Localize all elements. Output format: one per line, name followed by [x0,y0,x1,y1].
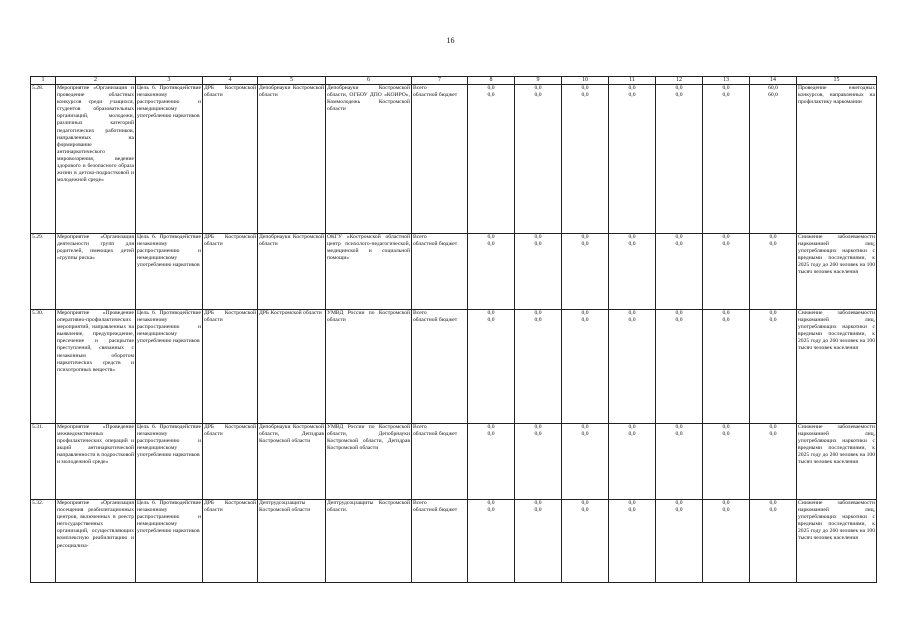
table-row [31,85,877,234]
result-cell: Снижение заболеваемости наркоманией лиц, употребляющих наркотики с вредными последствиями, к 2025 году до 260 человек на 100 тысяч человек населения [797,424,877,500]
value-cell [750,85,797,234]
value-cell [703,500,750,583]
value-cell [515,85,562,234]
column-header: 10 [562,77,609,85]
value-total: 0,0 [628,500,636,506]
column-header: 4 [203,77,258,85]
source-budget: областной бюджет [413,507,458,514]
column-header: 1 [31,77,56,85]
table-row [31,234,877,310]
participants-cell: ОКГУ «Костромской областной центр психолого-педагогической, медицинской и социальной помощи» [326,234,412,310]
value-budget: 0,0 [628,431,636,438]
value-total: 60,0 [768,85,778,91]
column-header: 6 [326,77,412,85]
page-number: 16 [446,36,455,45]
source-budget: областной бюджет [413,92,458,99]
column-header: 2 [56,77,136,85]
value-total: 0,0 [675,500,683,506]
value-cell [703,424,750,500]
table-row [31,424,877,500]
column-header: 7 [412,77,468,85]
executor-cell: Депобрнауки Костромской области [258,234,326,310]
column-header: 13 [703,77,750,85]
row-number: 5.29. [31,234,56,310]
value-budget: 0,0 [722,507,730,514]
value-cell [750,234,797,310]
event-cell: Мероприятие «Организация и проведение областных конкурсов среди учащихся, студентов образовательных организаций, молодежи, различных категорий педагогических работников, направленных на формирование антинаркотического мировоззрения, ведение здорового и безопасного образа жизни в детско-подростковой и молодежной среде» [56,85,136,234]
program-table [30,76,877,583]
result-cell: Снижение заболеваемости наркоманией лиц, употребляющих наркотики с вредными последствиями, к 2025 году до 260 человек на 100 тысяч человек населения [797,500,877,583]
value-total: 0,0 [722,310,730,316]
executor-cell: Депобрнауки Костромской области [258,85,326,234]
value-budget: 0,0 [581,507,589,514]
value-total: 0,0 [581,85,589,91]
value-total: 0,0 [722,424,730,430]
executor-cell: ДРБ Костромской области [258,310,326,424]
value-total: 0,0 [628,310,636,316]
value-budget: 0,0 [534,431,542,438]
value-total: 0,0 [769,500,777,506]
value-budget: 0,0 [581,92,589,99]
coordinator-cell: ДРБ Костромской области [203,500,258,583]
goal-cell: Цель 6. Противодействие незаконному распространению и немедицинскому употреблению наркотиков [136,234,203,310]
executor-cell: Депобрнауки Костромской области, Депздрав Костромской области [258,424,326,500]
column-header: 5 [258,77,326,85]
value-budget: 0,0 [675,431,683,438]
value-cell [703,85,750,234]
goal-cell: Цель 6. Противодействие незаконному распространению и немедицинскому употреблению наркотиков [136,500,203,583]
column-header: 14 [750,77,797,85]
value-budget: 0,0 [487,507,495,514]
value-budget: 0,0 [487,241,495,248]
value-total: 0,0 [534,500,542,506]
participants-cell: Дептрудсоцзащиты Костромской области. [326,500,412,583]
participants-cell: Депобрнауки Костромской области, ОГБОУ ДПО «КОИРО», Коммолодежь Костромской области [326,85,412,234]
value-cell [609,234,656,310]
value-cell [468,310,515,424]
source-cell [412,500,468,583]
value-cell [609,85,656,234]
column-header: 8 [468,77,515,85]
value-cell [562,500,609,583]
value-cell [609,500,656,583]
value-cell [468,85,515,234]
column-header: 15 [797,77,877,85]
value-budget: 0,0 [628,507,636,514]
source-budget: областной бюджет [413,431,458,438]
value-budget: 0,0 [628,317,636,324]
value-budget: 0,0 [534,317,542,324]
value-cell [609,310,656,424]
value-total: 0,0 [722,234,730,240]
value-budget: 0,0 [534,92,542,99]
value-cell [703,310,750,424]
coordinator-cell: ДРБ Костромской области [203,424,258,500]
source-cell [412,85,468,234]
coordinator-cell: ДРБ Костромской области [203,85,258,234]
value-budget: 0,0 [675,92,683,99]
value-total: 0,0 [769,310,777,316]
source-cell [412,310,468,424]
value-budget: 0,0 [628,92,636,99]
event-cell: Мероприятие «Проведение оперативно-профилактических мероприятий, направленных на выявление, предупреждение, пресечение и раскрытие преступлений, связанных с незаконным оборотом наркотических средств и психотропных веществ» [56,310,136,424]
value-budget: 0,0 [487,317,495,324]
value-total: 0,0 [487,310,495,316]
value-budget: 0,0 [722,92,730,99]
value-cell [468,500,515,583]
goal-cell: Цель 6. Противодействие незаконному распространению и немедицинскому употреблению наркотиков [136,310,203,424]
value-total: 0,0 [534,424,542,430]
value-budget: 0,0 [628,241,636,248]
source-budget: областной бюджет [413,241,458,248]
row-number: 5.31. [31,424,56,500]
value-cell [562,85,609,234]
value-total: 0,0 [534,85,542,91]
value-cell [515,310,562,424]
source-total: Всего [413,234,427,240]
value-total: 0,0 [675,310,683,316]
column-number-row [31,77,877,85]
value-cell [562,234,609,310]
value-total: 0,0 [628,424,636,430]
value-budget: 0,0 [722,431,730,438]
result-cell: Проведение ежегодных конкурсов, направленных на профилактику наркомании [797,85,877,234]
value-cell [656,234,703,310]
participants-cell: УМВД России по Костромской области [326,310,412,424]
value-budget: 0,0 [769,317,777,324]
value-total: 0,0 [487,234,495,240]
value-budget: 0,0 [534,507,542,514]
value-budget: 0,0 [581,241,589,248]
source-cell [412,424,468,500]
value-cell [515,234,562,310]
result-cell: Снижение заболеваемости наркоманией лиц, употребляющих наркотики с вредными последствиями, к 2025 году до 260 человек на 100 тысяч человек населения [797,234,877,310]
value-cell [515,500,562,583]
value-total: 0,0 [534,234,542,240]
value-cell [703,234,750,310]
value-cell [609,424,656,500]
event-cell: Мероприятие «Организация посещения реабилитационных центров, включенных в реестр негосударственных организаций, осуществляющих комплексную реабилитацию и ресоциализа- [56,500,136,583]
value-budget: 0,0 [769,507,777,514]
source-budget: областной бюджет [413,317,458,324]
row-number: 5.28. [31,85,56,234]
row-number: 5.30. [31,310,56,424]
value-total: 0,0 [722,85,730,91]
value-cell [750,310,797,424]
value-budget: 0,0 [769,431,777,438]
value-cell [750,424,797,500]
value-budget: 0,0 [675,317,683,324]
value-total: 0,0 [675,85,683,91]
table-row [31,500,877,583]
value-total: 0,0 [722,500,730,506]
column-header: 11 [609,77,656,85]
value-total: 0,0 [769,234,777,240]
source-total: Всего [413,310,427,316]
coordinator-cell: ДРБ Костромской области [203,310,258,424]
row-number: 5.32. [31,500,56,583]
value-total: 0,0 [487,424,495,430]
event-cell: Мероприятие «Организация деятельности групп для родителей, имеющих детей «группы риска» [56,234,136,310]
value-total: 0,0 [581,500,589,506]
source-total: Всего [413,85,427,91]
coordinator-cell: ДРБ Костромской области [203,234,258,310]
value-budget: 0,0 [487,92,495,99]
goal-cell: Цель 6. Противодействие незаконному распространению и немедицинскому употреблению наркотиков [136,424,203,500]
value-budget: 60,0 [768,92,778,99]
value-cell [656,310,703,424]
value-budget: 0,0 [581,317,589,324]
table-row [31,310,877,424]
value-cell [562,310,609,424]
value-cell [656,424,703,500]
value-budget: 0,0 [675,507,683,514]
value-total: 0,0 [628,85,636,91]
value-total: 0,0 [581,424,589,430]
value-cell [656,85,703,234]
column-header: 3 [136,77,203,85]
value-total: 0,0 [487,85,495,91]
value-budget: 0,0 [581,431,589,438]
value-cell [515,424,562,500]
value-budget: 0,0 [769,241,777,248]
participants-cell: УМВД России по Костромской области, Депобрнауки Костромской области, Депздрав Костромской области [326,424,412,500]
value-budget: 0,0 [722,317,730,324]
value-total: 0,0 [628,234,636,240]
value-budget: 0,0 [675,241,683,248]
value-cell [468,234,515,310]
value-total: 0,0 [769,424,777,430]
goal-cell: Цель 6. Противодействие незаконному распространению и немедицинскому употреблению наркотиков [136,85,203,234]
result-cell: Снижение заболеваемости наркоманией лиц, употребляющих наркотики с вредными последствиями, к 2025 году до 260 человек на 100 тысяч человек населения [797,310,877,424]
value-cell [468,424,515,500]
value-budget: 0,0 [534,241,542,248]
value-total: 0,0 [581,234,589,240]
source-cell [412,234,468,310]
value-total: 0,0 [487,500,495,506]
executor-cell: Дептрудсоцзащиты Костромской области [258,500,326,583]
value-cell [656,500,703,583]
event-cell: Мероприятие «Проведение межведомственных профилактических операций и акций антинаркотической направленности в подростковой и молодежной среде» [56,424,136,500]
source-total: Всего [413,424,427,430]
value-budget: 0,0 [487,431,495,438]
column-header: 9 [515,77,562,85]
value-cell [750,500,797,583]
value-total: 0,0 [675,424,683,430]
column-header: 12 [656,77,703,85]
value-cell [562,424,609,500]
value-budget: 0,0 [722,241,730,248]
value-total: 0,0 [581,310,589,316]
source-total: Всего [413,500,427,506]
value-total: 0,0 [675,234,683,240]
value-total: 0,0 [534,310,542,316]
